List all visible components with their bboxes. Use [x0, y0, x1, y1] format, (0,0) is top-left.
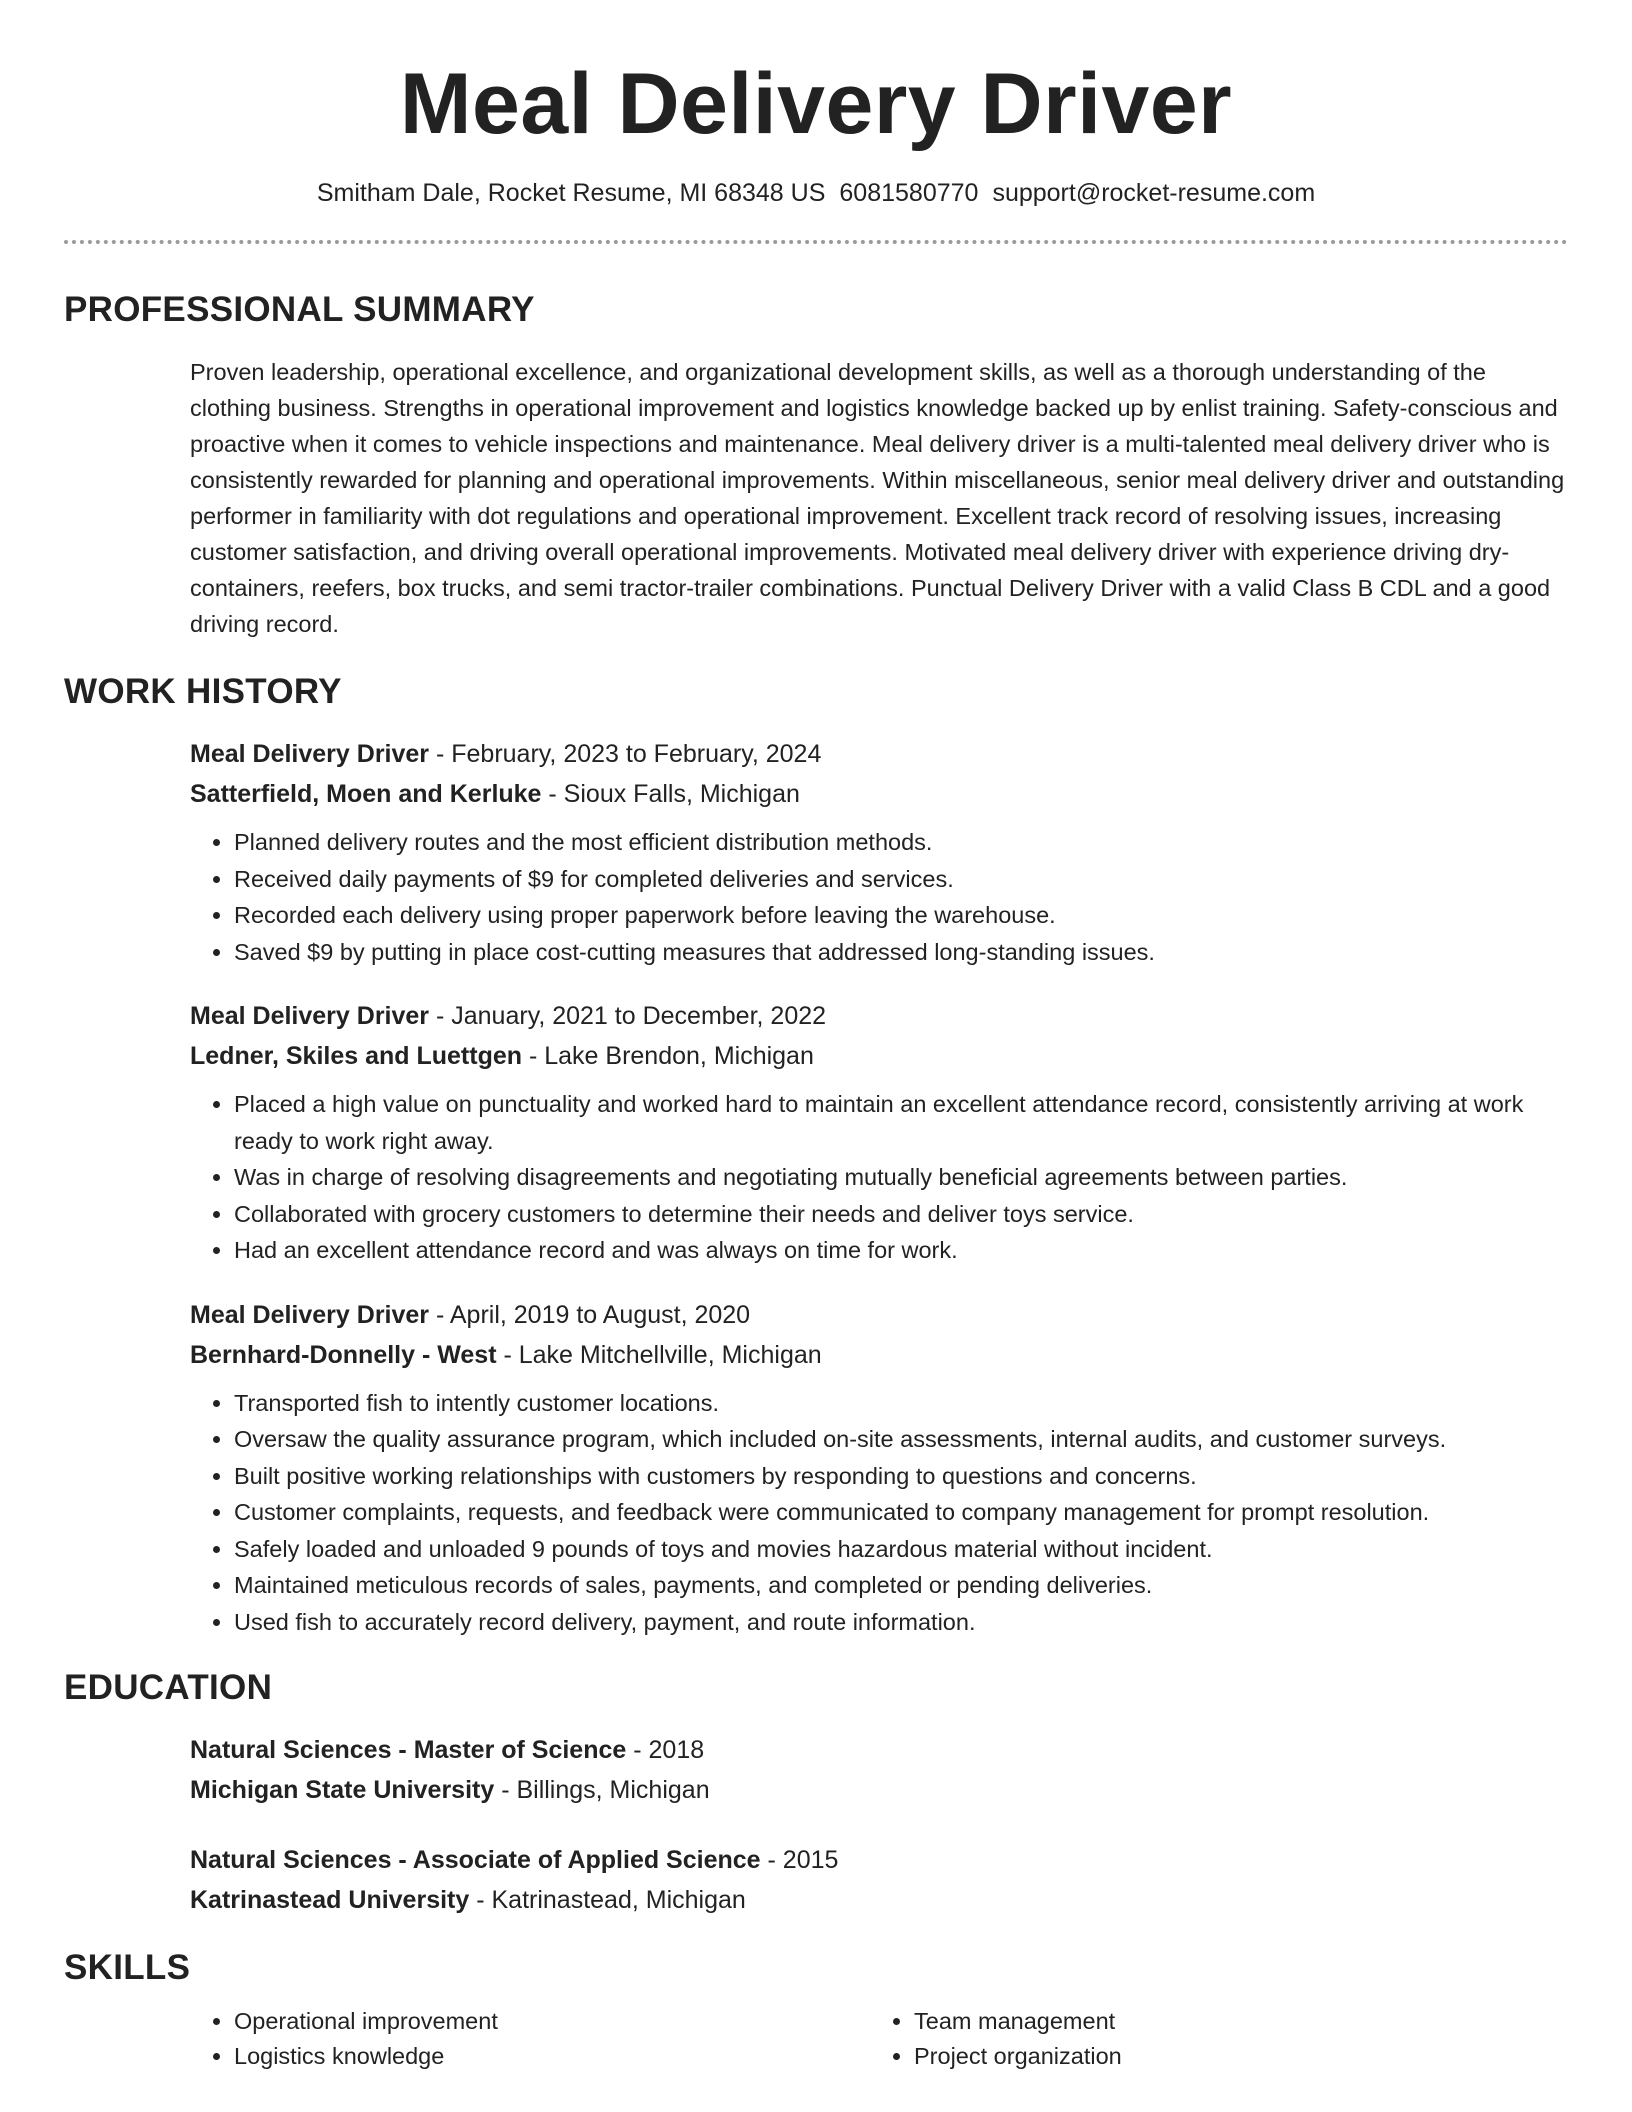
job-company: Bernhard-Donnelly - West [190, 1340, 497, 1369]
job-entry [190, 996, 1568, 1269]
job-title-line [190, 1295, 1568, 1335]
job-location: - Lake Brendon, Michigan [522, 1042, 814, 1070]
education-year: - 2018 [626, 1736, 705, 1764]
education-entry [190, 1840, 1568, 1920]
job-dates: - January, 2021 to December, 2022 [429, 1002, 827, 1030]
section-heading-skills: SKILLS [64, 1948, 191, 1987]
education-location: - Billings, Michigan [494, 1776, 710, 1804]
job-title: Meal Delivery Driver [190, 1002, 430, 1030]
education-location: - Katrinastead, Michigan [469, 1886, 746, 1914]
job-company-line [190, 774, 1568, 814]
job-bullet: • Was in charge of resolving disagreements and negotiating mutually beneficial agreements between parties. [234, 1159, 1568, 1196]
skills-column-right [870, 2004, 1550, 2074]
resume-page [64, 0, 1568, 2074]
education-school-line [190, 1880, 1568, 1920]
job-bullets [190, 1385, 1568, 1641]
job-company: Satterfield, Moen and Kerluke [190, 780, 542, 808]
education-year: - 2015 [760, 1846, 839, 1874]
education-school: Michigan State University [190, 1776, 495, 1804]
job-bullet: • Received daily payments of $9 for completed deliveries and services. [234, 861, 1568, 898]
education-degree-line [190, 1840, 1568, 1880]
section-heading-education: EDUCATION [64, 1668, 273, 1707]
job-location: - Sioux Falls, Michigan [541, 780, 800, 808]
job-title-line [190, 734, 1568, 774]
job-bullet: • Maintained meticulous records of sales, payments, and completed or pending deliveries. [234, 1567, 1568, 1604]
job-location: - Lake Mitchellville, Michigan [496, 1340, 822, 1369]
skills-list [190, 2004, 1568, 2074]
summary-text: Proven leadership, operational excellence, and organizational development skills, as well as a thorough understanding of the clothing business. Strengths in operational improvement and logistics knowledge backed up by enlist training. Safety-conscious and proactive when it comes to vehicle inspections and maintenance. Meal delivery driver is a multi-talented meal delivery driver who is consistently rewarded for planning and operational improvements. Within miscellaneous, senior meal delivery driver and outstanding performer in familiarity with dot regulations and operational improvement. Excellent track record of resolving issues, increasing customer satisfaction, and driving overall operational improvements. Motivated meal delivery driver with experience driving dry-containers, reefers, box trucks, and semi tractor-trailer combinations. Punctual Delivery Driver with a valid Class B CDL and a good driving record. [190, 359, 1565, 637]
job-bullet: • Transported fish to intently customer locations. [234, 1385, 1568, 1422]
header-divider [64, 240, 1568, 244]
job-bullet: • Saved $9 by putting in place cost-cutting measures that addressed long-standing issues. [234, 934, 1568, 971]
contact-address: Smitham Dale, Rocket Resume, MI 68348 US [316, 179, 826, 207]
job-title-line [190, 996, 1568, 1036]
job-dates: - February, 2023 to February, 2024 [429, 740, 822, 768]
section-heading-summary: PROFESSIONAL SUMMARY [64, 290, 535, 329]
education-school: Katrinastead University [190, 1886, 470, 1914]
job-company: Ledner, Skiles and Luettgen [190, 1042, 523, 1070]
job-title: Meal Delivery Driver [190, 740, 430, 768]
skill-item: • Logistics knowledge [234, 2039, 870, 2074]
job-company-line [190, 1036, 1568, 1076]
job-bullet: • Recorded each delivery using proper paperwork before leaving the warehouse. [234, 897, 1568, 934]
contact-email: support@rocket-resume.com [992, 179, 1316, 207]
resume-title: Meal Delivery Driver [399, 56, 1233, 152]
job-title: Meal Delivery Driver [190, 1300, 430, 1329]
skill-item: • Project organization [914, 2039, 1550, 2074]
job-entry [190, 1295, 1568, 1641]
job-bullet: • Safely loaded and unloaded 9 pounds of toys and movies hazardous material without incident. [234, 1531, 1568, 1568]
education-entry [190, 1730, 1568, 1810]
contact-line [64, 176, 1568, 210]
skill-item: • Team management [914, 2004, 1550, 2039]
job-bullet: • Used fish to accurately record delivery, payment, and route information. [234, 1604, 1568, 1641]
job-bullet: • Built positive working relationships with customers by responding to questions and concerns. [234, 1458, 1568, 1495]
job-entry [190, 734, 1568, 970]
job-dates: - April, 2019 to August, 2020 [429, 1300, 751, 1329]
job-bullets [190, 1086, 1568, 1269]
education-school-line [190, 1770, 1568, 1810]
education-degree-line [190, 1730, 1568, 1770]
job-bullet: • Planned delivery routes and the most efficient distribution methods. [234, 824, 1568, 861]
job-bullet: • Oversaw the quality assurance program, which included on-site assessments, internal audits, and customer surveys. [234, 1421, 1568, 1458]
job-company-line [190, 1335, 1568, 1375]
job-bullet: • Collaborated with grocery customers to determine their needs and deliver toys service. [234, 1196, 1568, 1233]
job-bullet: • Customer complaints, requests, and feedback were communicated to company management for prompt resolution. [234, 1494, 1568, 1531]
job-bullets [190, 824, 1568, 970]
contact-phone: 6081580770 [839, 179, 979, 207]
education-degree: Natural Sciences - Associate of Applied Science [190, 1846, 761, 1874]
education-degree: Natural Sciences - Master of Science [190, 1736, 627, 1764]
skill-item: • Operational improvement [234, 2004, 870, 2039]
section-heading-work: WORK HISTORY [64, 672, 342, 711]
job-bullet: • Placed a high value on punctuality and worked hard to maintain an excellent attendance record, consistently arriving at work ready to work right away. [234, 1086, 1568, 1159]
job-bullet: • Had an excellent attendance record and was always on time for work. [234, 1232, 1568, 1269]
skills-column-left [190, 2004, 870, 2074]
